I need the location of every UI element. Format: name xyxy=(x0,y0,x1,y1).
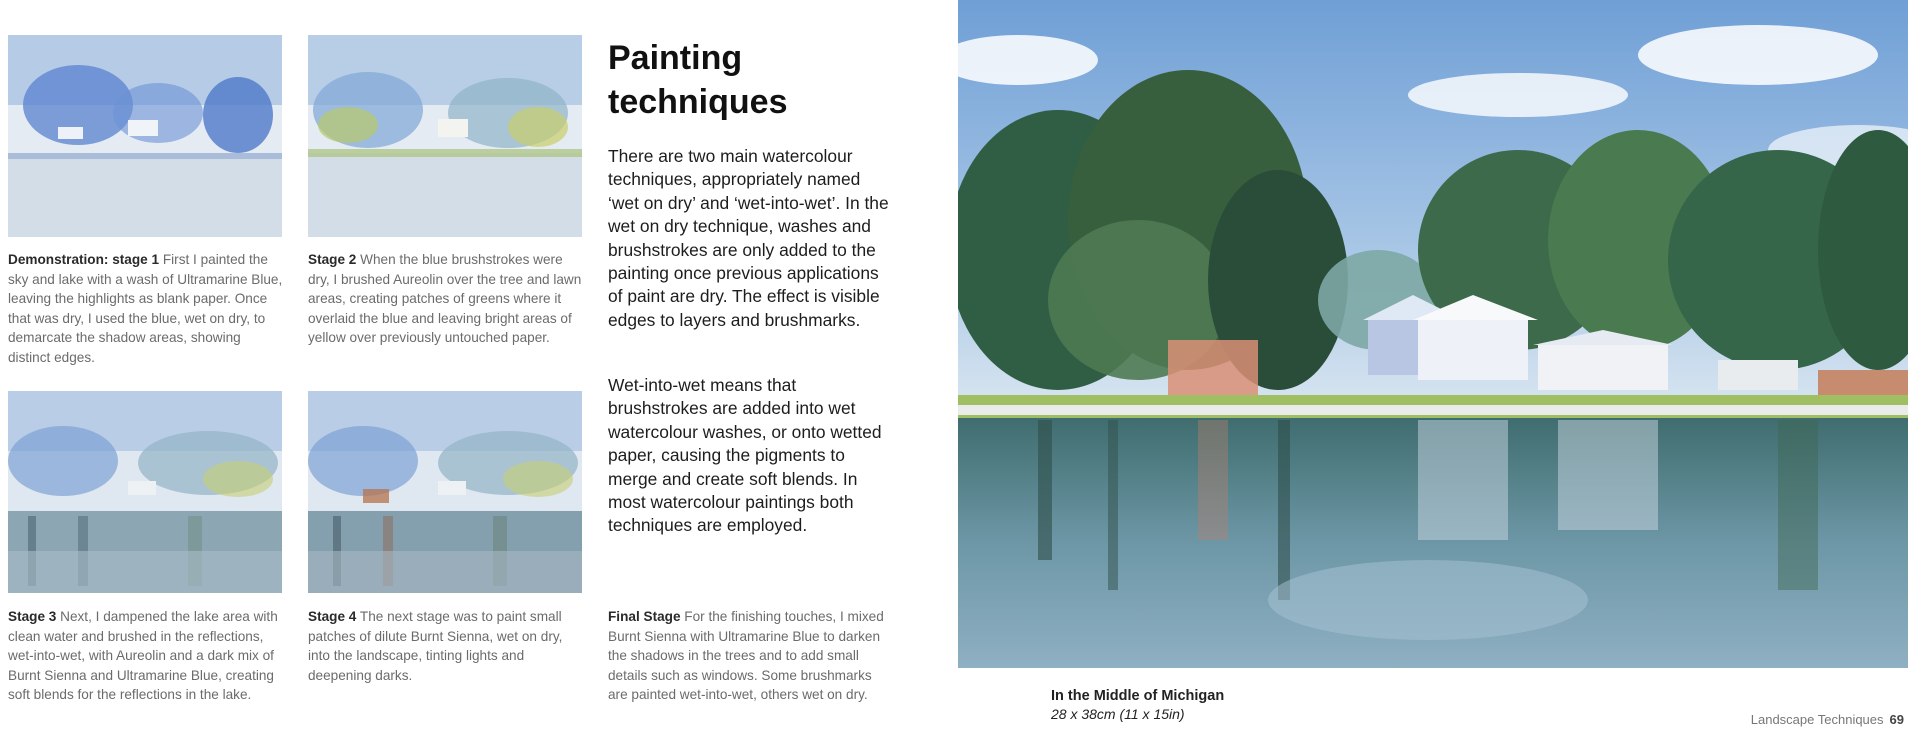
stage-2-text: When the blue brushstrokes were dry, I brushed Aureolin over the tree and lawn areas, creating patches of greens where it overlaid the blue and leaving bright areas of yellow over previously untouched paper. xyxy=(308,252,582,346)
stage-3-text: Next, I dampened the lake area with clean water and brushed in the reflections, wet-into-wet, with Aureolin and a dark mix of Burnt Sienna and Ultramarine Blue, creating soft blends for the reflections in the lake. xyxy=(8,609,278,703)
stage-2-label: Stage 2 xyxy=(308,252,357,267)
stage-1-label: Demonstration: stage 1 xyxy=(8,252,160,267)
intro-paragraph-1: There are two main watercolour techniques, appropriately named ‘wet on dry’ and ‘wet-into-wet’. In the wet on dry technique, washes and brushstrokes are only added to the painting once previous applications of paint are dry. The effect is visible edges to layers and brushmarks. xyxy=(608,146,889,330)
final-stage-label: Final Stage xyxy=(608,609,681,624)
final-stage-caption xyxy=(608,607,886,705)
stage-4-caption xyxy=(308,607,586,685)
painting-size: 28 x 38cm (11 x 15in) xyxy=(1051,706,1185,722)
stage-4-label: Stage 4 xyxy=(308,609,357,624)
page-number: 69 xyxy=(1889,712,1904,727)
stage-1-painting xyxy=(8,35,282,237)
page-footer xyxy=(1751,712,1904,727)
page-title xyxy=(608,36,928,124)
stage-3-painting xyxy=(8,391,282,593)
page-title-line-2: techniques xyxy=(608,83,788,121)
section-name: Landscape Techniques xyxy=(1750,712,1884,727)
stage-3-caption xyxy=(8,607,286,705)
page-title-line-1: Painting xyxy=(608,39,743,77)
final-stage-text: For the finishing touches, I mixed Burnt Sienna with Ultramarine Blue to darken the shadows in the trees and to add small details such as windows. Some brushmarks are painted wet-into-wet, others wet on dry. xyxy=(608,609,884,703)
stage-4-text: The next stage was to paint small patches of dilute Burnt Sienna, wet on dry, into the landscape, tinting lights and deepening darks. xyxy=(308,609,563,683)
stage-1-text: First I painted the sky and lake with a wash of Ultramarine Blue, leaving the highlights as blank paper. Once that was dry, I used the blue, wet on dry, to demarcate the shadow areas, showing distinct edges. xyxy=(8,252,283,365)
main-painting xyxy=(958,0,1908,668)
painting-title: In the Middle of Michigan xyxy=(1051,688,1225,704)
intro-paragraph-2: Wet-into-wet means that brushstrokes are added into wet watercolour washes, or onto wetted paper, causing the pigments to merge and create soft blends. In most watercolour paintings both techniques are employed. xyxy=(608,375,882,536)
stage-1-caption xyxy=(8,250,286,368)
stage-2-caption xyxy=(308,250,586,348)
stage-4-painting xyxy=(308,391,582,593)
stage-2-painting xyxy=(308,35,582,237)
stage-3-label: Stage 3 xyxy=(8,609,57,624)
